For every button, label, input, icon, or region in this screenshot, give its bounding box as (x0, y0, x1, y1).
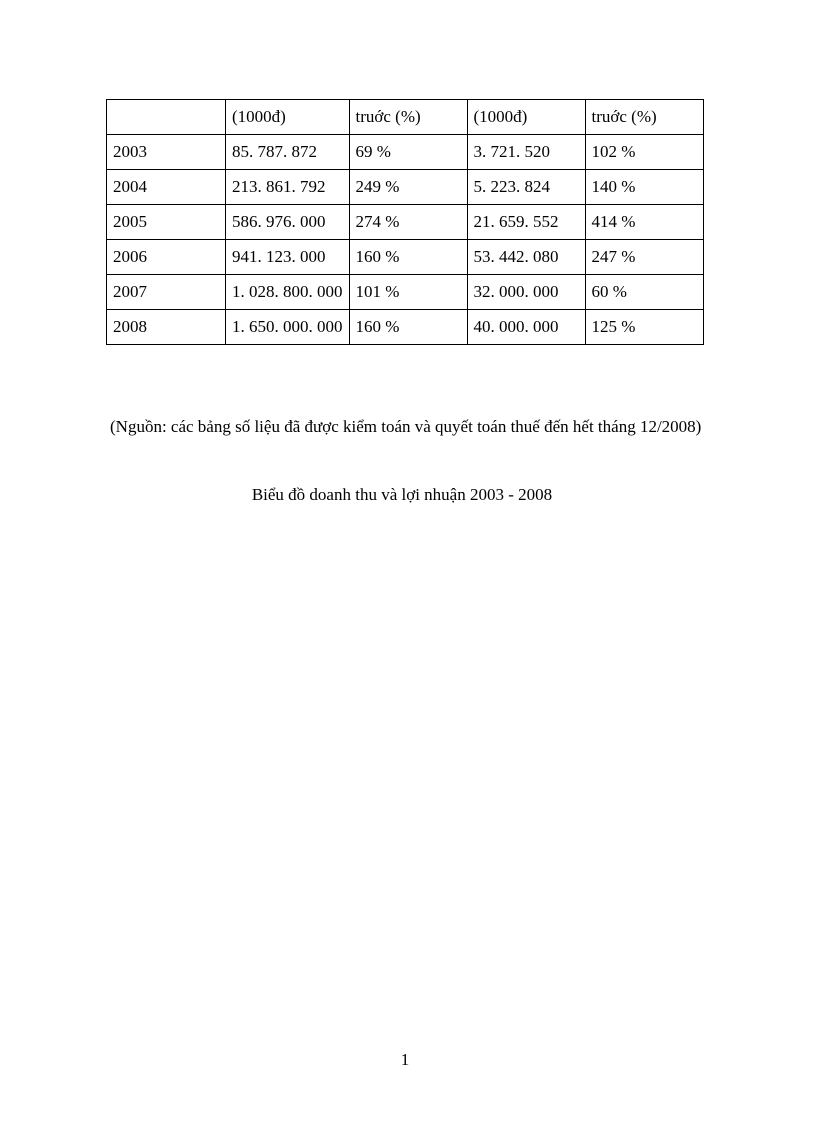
table-cell: 40. 000. 000 (467, 310, 585, 345)
source-note: (Nguồn: các bảng số liệu đã được kiểm toán và quyết toán thuế đến hết tháng 12/2008) (110, 417, 702, 436)
revenue-profit-table (106, 99, 704, 345)
table-cell: 32. 000. 000 (467, 275, 585, 310)
table-row (107, 310, 704, 345)
table-cell: 2007 (107, 275, 226, 310)
table-cell: 586. 976. 000 (226, 205, 350, 240)
table-cell: 2004 (107, 170, 226, 205)
table-row (107, 170, 704, 205)
page-number-text: 1 (400, 1050, 410, 1069)
table-cell: 2005 (107, 205, 226, 240)
table-cell: 274 % (349, 205, 467, 240)
chart-caption-text: Biểu đồ doanh thu và lợi nhuận 2003 - 2008 (251, 485, 553, 504)
table-header-row (107, 100, 704, 135)
table-cell: 53. 442. 080 (467, 240, 585, 275)
table-cell: 414 % (585, 205, 703, 240)
table-cell: 125 % (585, 310, 703, 345)
table-row (107, 135, 704, 170)
table-cell: truớc (%) (585, 100, 703, 135)
table-cell: (1000đ) (467, 100, 585, 135)
table-cell (107, 100, 226, 135)
table-cell: 21. 659. 552 (467, 205, 585, 240)
table-cell: 85. 787. 872 (226, 135, 350, 170)
table-cell: 102 % (585, 135, 703, 170)
table-cell: 60 % (585, 275, 703, 310)
table-cell: truớc (%) (349, 100, 467, 135)
table-cell: 160 % (349, 310, 467, 345)
table-cell: 1. 028. 800. 000 (226, 275, 350, 310)
table-cell: 140 % (585, 170, 703, 205)
table-cell: 2003 (107, 135, 226, 170)
table-row (107, 205, 704, 240)
table-row (107, 240, 704, 275)
table-cell: 249 % (349, 170, 467, 205)
table-row (107, 275, 704, 310)
table-cell: 5. 223. 824 (467, 170, 585, 205)
table-cell: 213. 861. 792 (226, 170, 350, 205)
chart-caption (0, 478, 816, 512)
table-cell: 941. 123. 000 (226, 240, 350, 275)
table-cell: 2006 (107, 240, 226, 275)
table-cell: 3. 721. 520 (467, 135, 585, 170)
table-cell: 247 % (585, 240, 703, 275)
table-cell: 2008 (107, 310, 226, 345)
table-cell: 69 % (349, 135, 467, 170)
table-cell: 101 % (349, 275, 467, 310)
table-cell: 160 % (349, 240, 467, 275)
page-number (0, 1050, 816, 1070)
table-cell: 1. 650. 000. 000 (226, 310, 350, 345)
table-cell: (1000đ) (226, 100, 350, 135)
